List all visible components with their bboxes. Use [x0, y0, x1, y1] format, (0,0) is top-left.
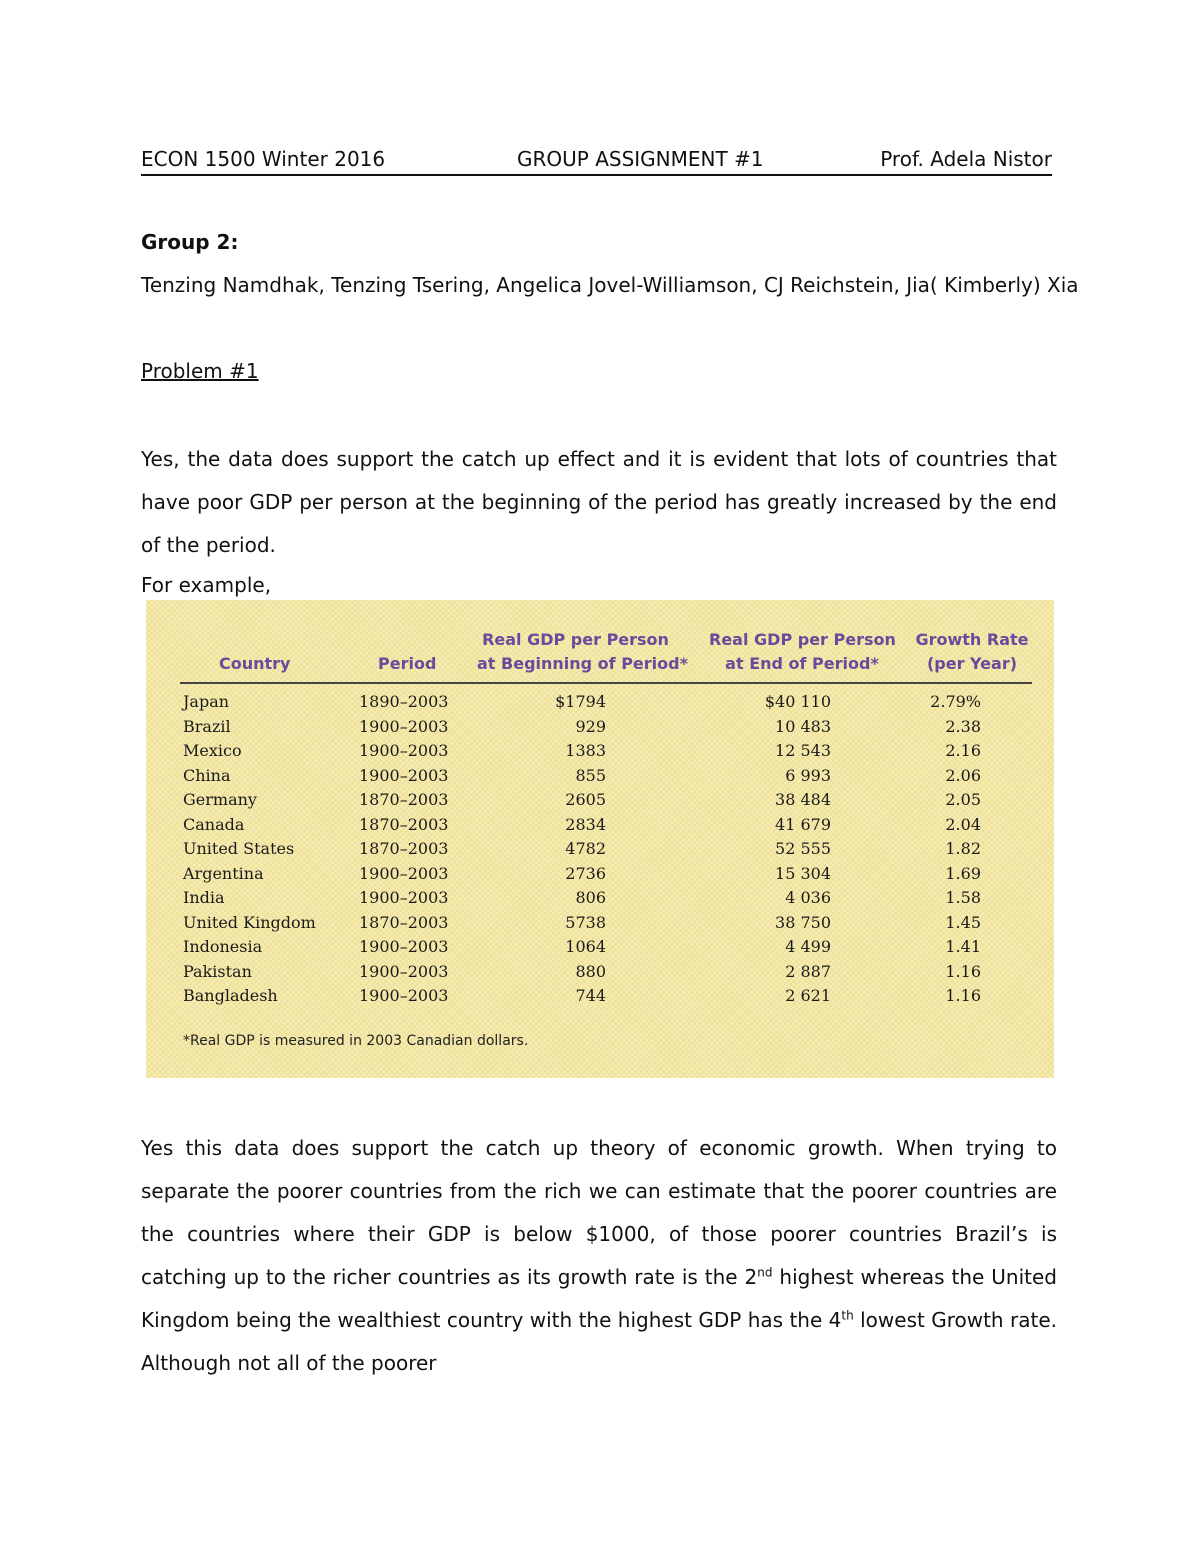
cell-growth: 1.58	[945, 888, 981, 907]
cell-growth: 1.16	[945, 986, 981, 1005]
cell-country: United Kingdom	[183, 912, 316, 932]
cell-growth: 2.79%	[930, 692, 981, 711]
cell-begin: 5738	[565, 912, 606, 932]
cell-begin: 880	[575, 961, 606, 981]
cell-end: 15 304	[775, 863, 831, 883]
professor-name: Prof. Adela Nistor	[880, 147, 1052, 171]
cell-period: 1870–2003	[359, 912, 449, 932]
cell-growth: 2.05	[945, 790, 981, 809]
header-period: Period	[378, 654, 437, 673]
analysis-text-1: Yes this data does support the catch up theory of economic growth. When trying to separate the poorer countries from the rich we can estimate that the poorer countries are the countries where their GDP is below $1000, of those poorer countries Brazil’s is catching up to the richer countries as its growth rate is the 2	[141, 1136, 1057, 1289]
header-country: Country	[219, 654, 291, 673]
header-begin-line2: at Beginning of Period*	[477, 654, 688, 673]
table-row	[146, 766, 1054, 791]
header-growth	[912, 628, 1032, 676]
cell-country: Bangladesh	[183, 986, 278, 1005]
cell-period: 1870–2003	[359, 790, 449, 809]
cell-growth: 1.45	[945, 912, 981, 932]
cell-begin: 2834	[565, 814, 606, 834]
table-row	[146, 717, 1054, 742]
analysis-text-3: lowest Growth rate. Although not all of the poorer	[141, 1308, 1057, 1375]
cell-period: 1900–2003	[359, 888, 449, 907]
document-header	[141, 140, 1052, 176]
cell-end: 4 499	[785, 937, 831, 956]
table-row	[146, 986, 1054, 1011]
cell-country: Brazil	[183, 716, 231, 736]
cell-country: Japan	[183, 692, 230, 711]
table-footnote: *Real GDP is measured in 2003 Canadian dollars.	[183, 1033, 529, 1049]
cell-begin: 2605	[565, 790, 606, 809]
cell-end: $40 110	[764, 692, 831, 711]
cell-begin: 929	[575, 716, 606, 736]
cell-growth: 1.82	[945, 839, 981, 858]
ordinal-suffix-nd: nd	[757, 1265, 773, 1280]
cell-end: 38 750	[775, 912, 831, 932]
analysis-text-2: highest whereas the United Kingdom being the wealthiest country with the highest GDP has the 4	[141, 1265, 1057, 1332]
cell-end: 6 993	[785, 765, 831, 785]
table-row	[146, 913, 1054, 938]
example-label: For example,	[141, 573, 272, 597]
table-row	[146, 888, 1054, 913]
cell-growth: 2.16	[945, 741, 981, 760]
header-begin	[477, 628, 688, 676]
cell-growth: 1.41	[945, 937, 981, 956]
cell-end: 38 484	[775, 790, 831, 809]
table-row	[146, 741, 1054, 766]
cell-country: Canada	[183, 814, 245, 834]
cell-period: 1900–2003	[359, 765, 449, 785]
cell-begin: $1794	[555, 692, 606, 711]
ordinal-suffix-th: th	[841, 1308, 854, 1323]
paragraph-intro: Yes, the data does support the catch up effect and it is evident that lots of countries that have poor GDP per person at the beginning of the period has greatly increased by the end of the period.	[141, 447, 1057, 557]
cell-country: China	[183, 765, 231, 785]
cell-end: 10 483	[775, 716, 831, 736]
cell-period: 1900–2003	[359, 937, 449, 956]
cell-period: 1890–2003	[359, 692, 449, 711]
cell-end: 41 679	[775, 814, 831, 834]
cell-country: Germany	[183, 790, 257, 809]
table-row	[146, 815, 1054, 840]
cell-growth: 1.69	[945, 863, 981, 883]
cell-country: Mexico	[183, 741, 242, 760]
table-row	[146, 962, 1054, 987]
cell-country: United States	[183, 839, 295, 858]
header-rule	[180, 682, 1032, 684]
cell-begin: 2736	[565, 863, 606, 883]
cell-period: 1870–2003	[359, 839, 449, 858]
header-end	[709, 628, 895, 676]
cell-period: 1900–2003	[359, 716, 449, 736]
header-end-line1: Real GDP per Person	[709, 630, 896, 649]
gdp-table-image	[146, 600, 1054, 1078]
table-row	[146, 790, 1054, 815]
cell-period: 1900–2003	[359, 986, 449, 1005]
cell-begin: 744	[575, 986, 606, 1005]
cell-country: Argentina	[183, 863, 264, 883]
problem-heading: Problem #1	[141, 359, 259, 383]
header-end-line2: at End of Period*	[725, 654, 879, 673]
cell-country: India	[183, 888, 225, 907]
cell-begin: 1383	[565, 741, 606, 760]
cell-begin: 4782	[565, 839, 606, 858]
cell-country: Indonesia	[183, 937, 263, 956]
cell-period: 1870–2003	[359, 814, 449, 834]
cell-period: 1900–2003	[359, 961, 449, 981]
group-label: Group 2:	[141, 230, 239, 254]
header-begin-line1: Real GDP per Person	[482, 630, 669, 649]
cell-end: 4 036	[785, 888, 831, 907]
header-growth-line2: (per Year)	[926, 654, 1018, 673]
cell-begin: 855	[575, 765, 606, 785]
table-row	[146, 864, 1054, 889]
cell-growth: 2.04	[945, 814, 981, 834]
cell-period: 1900–2003	[359, 741, 449, 760]
paragraph-analysis	[141, 1127, 1057, 1385]
assignment-title: GROUP ASSIGNMENT #1	[517, 147, 764, 171]
cell-begin: 1064	[565, 937, 606, 956]
cell-country: Pakistan	[183, 961, 252, 981]
cell-end: 12 543	[775, 741, 831, 760]
header-growth-line1: Growth Rate	[915, 630, 1029, 649]
table-row	[146, 839, 1054, 864]
table-row	[146, 692, 1054, 717]
cell-growth: 2.06	[945, 765, 981, 785]
cell-end: 2 887	[785, 961, 831, 981]
cell-growth: 2.38	[945, 716, 981, 736]
cell-end: 2 621	[785, 986, 831, 1005]
course-title: ECON 1500 Winter 2016	[141, 147, 386, 171]
cell-begin: 806	[575, 888, 606, 907]
table-row	[146, 937, 1054, 962]
cell-period: 1900–2003	[359, 863, 449, 883]
cell-end: 52 555	[775, 839, 831, 858]
group-members: Tenzing Namdhak, Tenzing Tsering, Angelica Jovel-Williamson, CJ Reichstein, Jia( Kimberly) Xia	[141, 273, 1079, 297]
cell-growth: 1.16	[945, 961, 981, 981]
